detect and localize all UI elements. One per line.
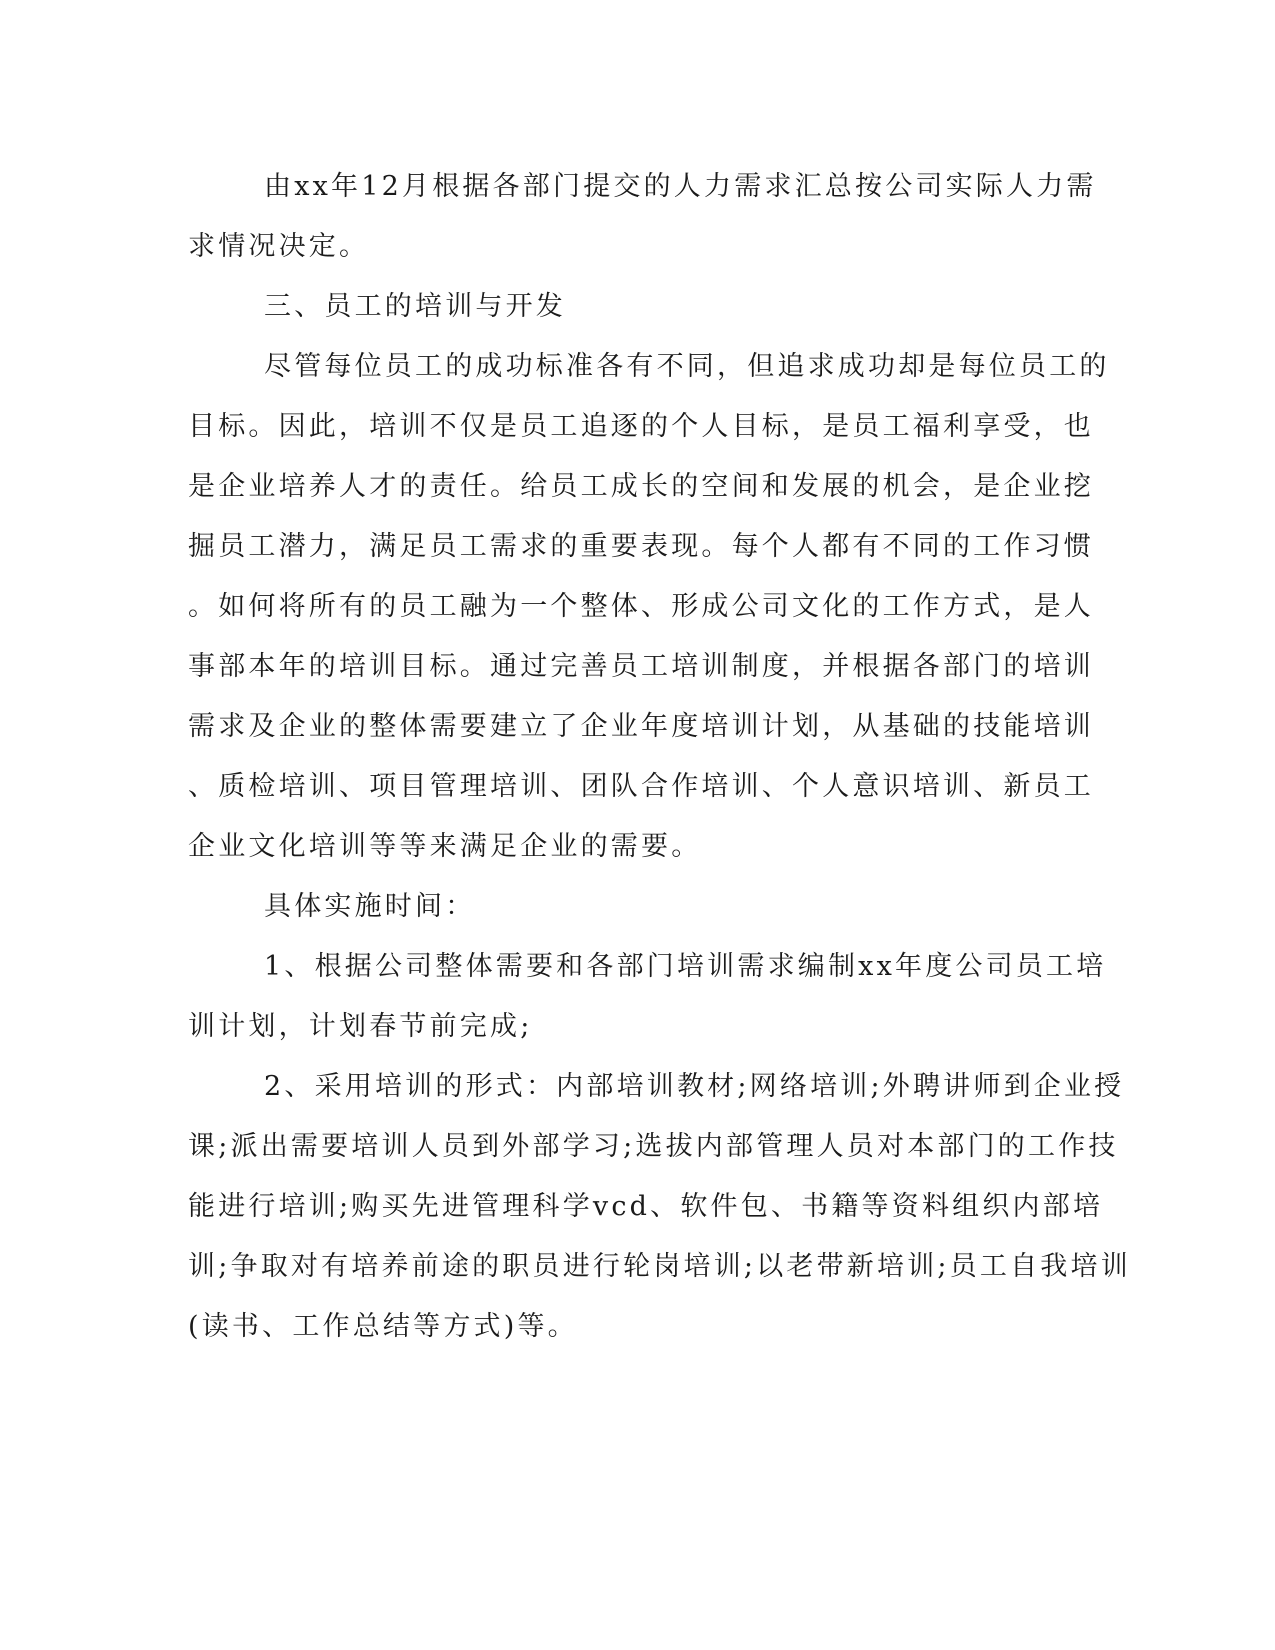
text-line: 课;派出需要培训人员到外部学习;选拔内部管理人员对本部门的工作技 [188, 1131, 1119, 1162]
text-line: 掘员工潜力，满足员工需求的重要表现。每个人都有不同的工作习惯 [188, 531, 1094, 562]
text-line: 训;争取对有培养前途的职员进行轮岗培训;以老带新培训;员工自我培训 [188, 1251, 1131, 1282]
text-line: 训计划，计划春节前完成; [188, 1011, 533, 1042]
list-item-1 [188, 937, 1107, 1057]
text-line: 需求及企业的整体需要建立了企业年度培训计划，从基础的技能培训 [188, 711, 1094, 742]
paragraph-training-goals [188, 337, 1110, 877]
document-body [188, 157, 1131, 1357]
text-line: 企业文化培训等等来满足企业的需要。 [188, 831, 702, 862]
text-line: 目标。因此，培训不仅是员工追逐的个人目标，是员工福利享受，也 [188, 411, 1094, 442]
text-line: 。如何将所有的员工融为一个整体、形成公司文化的工作方式，是人 [188, 591, 1094, 622]
list-item-2 [188, 1057, 1131, 1357]
text-line: 求情况决定。 [188, 231, 370, 262]
text-line: 具体实施时间： [264, 891, 476, 922]
subheading-implementation-time [188, 877, 1080, 937]
text-line: 、质检培训、项目管理培训、团队合作培训、个人意识培训、新员工 [188, 771, 1094, 802]
text-line: 是企业培养人才的责任。给员工成长的空间和发展的机会，是企业挖 [188, 471, 1094, 502]
text-line: 能进行培训;购买先进管理科学vcd、软件包、书籍等资料组织内部培 [188, 1191, 1104, 1222]
text-line: 尽管每位员工的成功标准各有不同，但追求成功却是每位员工的 [264, 351, 1110, 382]
paragraph-hr-demand [188, 157, 1097, 277]
text-line: 事部本年的培训目标。通过完善员工培训制度，并根据各部门的培训 [188, 651, 1094, 682]
text-line: 由xx年12月根据各部门提交的人力需求汇总按公司实际人力需 [264, 171, 1097, 202]
text-line: 1、根据公司整体需要和各部门培训需求编制xx年度公司员工培 [264, 951, 1107, 982]
text-line: (读书、工作总结等方式)等。 [188, 1311, 578, 1342]
section-heading-training [188, 277, 1080, 337]
text-line: 2、采用培训的形式：内部培训教材;网络培训;外聘讲师到企业授 [264, 1071, 1125, 1102]
text-line: 三、员工的培训与开发 [264, 291, 566, 322]
